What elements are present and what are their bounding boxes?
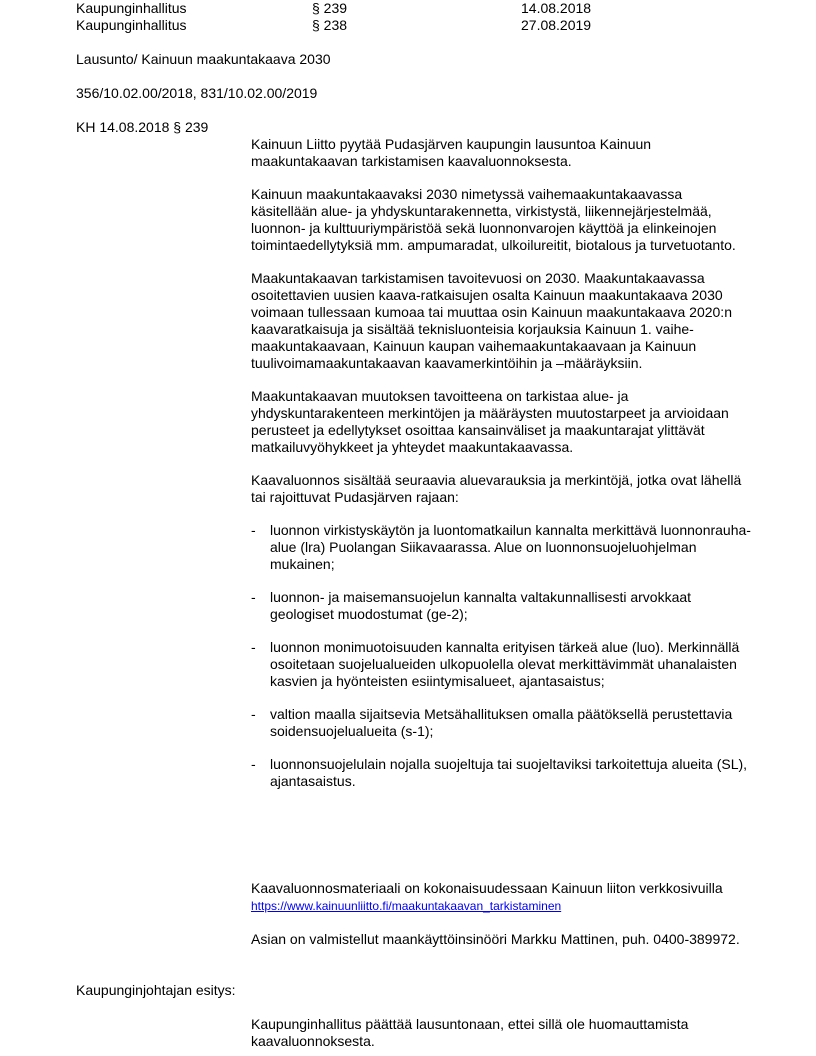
list-item-text: valtion maalla sijaitsevia Metsähallituksen omalla päätöksellä perustettavia soidensuojelualueita (s-1); [270, 706, 733, 739]
list-item [251, 756, 751, 790]
history-section: § 238 [312, 17, 348, 33]
document-body [251, 136, 751, 806]
history-body: Kaupunginhallitus [76, 0, 187, 16]
preparer-paragraph: Asian on valmistellut maankäyttöinsinööri Markku Mattinen, puh. 0400-389972. [251, 931, 740, 947]
paragraph: Maakuntakaavan tarkistamisen tavoitevuosi on 2030. Maakuntakaavassa osoitettavien uusien kaava-ratkaisujen osalta Kainuun maakuntakaava 2030 voimaan tullessaan kumoaa tai muuttaa osin Kainuun maakuntakaava 2020:n kaavaratkaisuja ja sisältää teknisluonteisia korjauksia Kainuun 1. vaihe-maakuntakaavaan, Kainuun kaupan vaihemaakuntakaavaan ja Kainuun tuulivoimamaakuntakaavan kaavamerkintöihin ja –määräyksiin. [251, 270, 732, 371]
paragraph: Kainuun maakuntakaavaksi 2030 nimetyssä vaihemaakuntakaavassa käsitellään alue- ja yhdyskuntarakennetta, virkistystä, liikennejärjestelmää, luonnon- ja kulttuuriympäristöä sekä luonnonvarojen käyttöä ja elinkeinojen toimintaedellytyksiä mm. ampumaradat, ulkoilureitit, biotalous ja turvetuotanto. [251, 186, 736, 253]
record-numbers: 356/10.02.00/2018, 831/10.02.00/2019 [76, 85, 318, 101]
proposal-heading: Kaupunginjohtajan esitys: [76, 982, 236, 998]
list-item [251, 589, 751, 623]
history-row [76, 0, 776, 17]
list-item-text: luonnonsuojelulain nojalla suojeltuja tai suojeltaviksi tarkoitettuja alueita (SL), ajantasaistus. [270, 756, 748, 789]
material-paragraph [251, 880, 751, 915]
paragraph: Maakuntakaavan muutoksen tavoitteena on tarkistaa alue- ja yhdyskuntarakenteen merkintöjen ja määräysten muutostarpeet ja arvioidaan perusteet ja edellytykset osoittaa kansainväliset ja maakuntarajat ylittävät matkailuvyöhykkeet ja yhteydet maakuntakaavassa. [251, 388, 729, 455]
bullet-dash: - [251, 639, 256, 655]
history-date: 27.08.2019 [521, 17, 592, 33]
material-text: Kaavaluonnosmateriaali on kokonaisuudessaan Kainuun liiton verkkosivuilla [251, 880, 723, 896]
meeting-reference: KH 14.08.2018 § 239 [76, 119, 209, 135]
list-item [251, 706, 751, 740]
history-section: § 239 [312, 0, 348, 16]
bullet-dash: - [251, 756, 256, 772]
paragraph: Kaavaluonnos sisältää seuraavia aluevarauksia ja merkintöjä, jotka ovat lähellä tai rajoittuvat Pudasjärven rajaan: [251, 472, 742, 505]
bullet-dash: - [251, 589, 256, 605]
designation-list [251, 522, 751, 790]
list-item-text: luonnon virkistyskäytön ja luontomatkailun kannalta merkittävä luonnonrauha-alue (lra) Puolangan Siikavaarassa. Alue on luonnonsuojeluohjelman mukainen; [270, 522, 751, 572]
bullet-dash: - [251, 706, 256, 722]
history-date: 14.08.2018 [521, 0, 592, 16]
history-row [76, 17, 776, 34]
list-item [251, 522, 751, 573]
list-item [251, 639, 751, 690]
list-item-text: luonnon monimuotoisuuden kannalta erityisen tärkeä alue (luo). Merkinnällä osoitetaan suojelualueiden ulkopuolella olevat merkittävimmät uhanalaisten kasvien ja hyönteisten esiintymisalueet, ajantasaistus; [270, 639, 740, 689]
history-body: Kaupunginhallitus [76, 17, 187, 33]
document-title: Lausunto/ Kainuun maakuntakaava 2030 [76, 51, 331, 67]
proposal-text: Kaupunginhallitus päättää lausuntonaan, ettei sillä ole huomauttamista kaavaluonnoksesta. [251, 1016, 689, 1049]
paragraph: Kainuun Liitto pyytää Pudasjärven kaupungin lausuntoa Kainuun maakuntakaavan tarkistamisen kaavaluonnoksesta. [251, 136, 652, 169]
material-link[interactable]: https://www.kainuunliitto.fi/maakuntakaavan_tarkistaminen [251, 899, 562, 913]
list-item-text: luonnon- ja maisemansuojelun kannalta valtakunnallisesti arvokkaat geologiset muodostumat (ge-2); [270, 589, 692, 622]
bullet-dash: - [251, 522, 256, 538]
